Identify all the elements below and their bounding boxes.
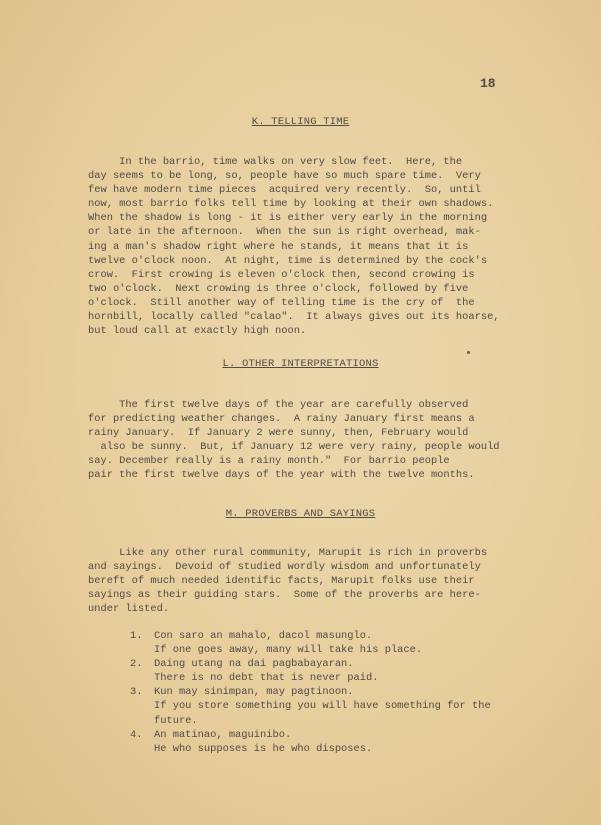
- proverb-text: Daing utang na dai pagbabayaran.: [154, 658, 354, 671]
- proverb-translation: If you store something you will have something for the: [154, 700, 491, 713]
- text-line: hornbill, locally called "calao". It always gives out its hoarse,: [88, 311, 500, 324]
- proverb-translation-cont: future.: [154, 714, 198, 727]
- proverb-text: Kun may sinimpan, may pagtinoon.: [154, 686, 354, 699]
- proverb-item: [130, 629, 530, 657]
- ink-dot: [467, 351, 470, 354]
- proverb-translation: If one goes away, many will take his place.: [154, 644, 423, 657]
- proverb-text: Con saro an mahalo, dacol masunglo.: [154, 630, 373, 642]
- text-line: say. December really is a rainy month." For barrio people: [88, 455, 450, 468]
- page-number: 18: [480, 76, 496, 91]
- text-line: Like any other rural community, Marupit is rich in proverbs: [88, 547, 488, 559]
- proverb-number: 1.: [130, 630, 143, 642]
- text-line: When the shadow is long - it is either very early in the morning: [88, 212, 488, 225]
- proverb-item: [130, 685, 530, 727]
- proverb-item: [130, 657, 530, 685]
- text-line: two o'clock. Next crowing is three o'clock, followed by five: [88, 282, 469, 295]
- paragraph-proverbs: [88, 546, 528, 616]
- text-line: twelve o'clock noon. At night, time is determined by the cock's: [88, 254, 488, 267]
- text-line: In the barrio, time walks on very slow feet. Here, the: [88, 156, 463, 168]
- text-line: crow. First crowing is eleven o'clock then, second crowing is: [88, 268, 475, 281]
- text-line: pair the first twelve days of the year with the twelve months.: [88, 469, 475, 482]
- proverb-translation: There is no debt that is never paid.: [154, 672, 379, 685]
- text-line: and sayings. Devoid of studied wordly wisdom and unfortunately: [88, 561, 481, 574]
- text-line: sayings as their guiding stars. Some of the proverbs are here-: [88, 589, 481, 602]
- text-line: few have modern time pieces acquired very recently. So, until: [88, 184, 481, 197]
- proverb-item: [130, 728, 530, 756]
- text-line: o'clock. Still another way of telling time is the cry of the: [88, 296, 475, 309]
- proverb-number: 3.: [130, 686, 143, 699]
- paragraph-other-interpretations: [88, 398, 528, 483]
- text-line: The first twelve days of the year are carefully observed: [88, 399, 469, 411]
- text-line: day seems to be long, so, people have so much spare time. Very: [88, 170, 481, 183]
- text-line: for predicting weather changes. A rainy January first means a: [88, 413, 475, 426]
- section-heading-telling-time: K. TELLING TIME: [251, 116, 350, 128]
- text-line: rainy January. If January 2 were sunny, then, February would: [88, 427, 469, 440]
- section-heading-proverbs: M. PROVERBS AND SAYINGS: [225, 508, 376, 520]
- proverb-text: An matinao, maguinibo.: [154, 728, 292, 741]
- text-line: now, most barrio folks tell time by looking at their own shadows.: [88, 198, 494, 211]
- proverb-number: 4.: [130, 728, 143, 741]
- text-line: ing a man's shadow right where he stands, it means that it is: [88, 240, 469, 253]
- text-line: but loud call at exactly high noon.: [88, 325, 307, 338]
- text-line: or late in the afternoon. When the sun is right overhead, mak-: [88, 226, 481, 239]
- text-line: bereft of much needed identific facts, Marupit folks use their: [88, 575, 475, 588]
- proverb-list: [130, 629, 530, 756]
- section-heading-other-interpretations: L. OTHER INTERPRETATIONS: [222, 358, 379, 370]
- proverb-translation: He who supposes is he who disposes.: [154, 742, 373, 755]
- text-line: under listed.: [88, 603, 170, 616]
- proverb-number: 2.: [130, 658, 143, 671]
- paragraph-telling-time: [88, 155, 528, 338]
- text-line: also be sunny. But, if January 12 were very rainy, people would: [88, 441, 500, 454]
